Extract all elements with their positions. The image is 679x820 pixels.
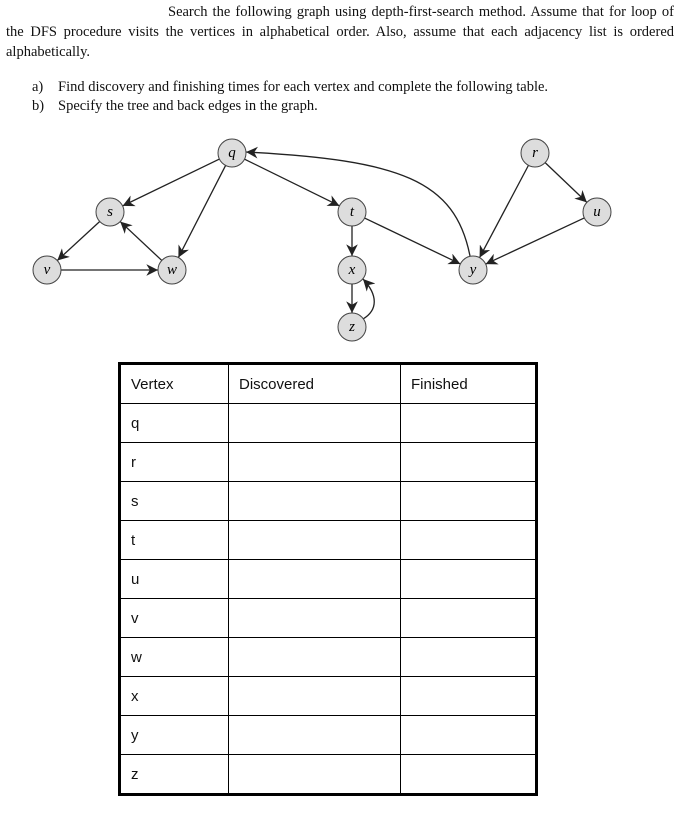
table-row (120, 560, 537, 599)
finished-cell[interactable] (401, 677, 537, 716)
intro-text: Search the following graph using depth-first-search method. Assume that for loop of the DFS procedure visits the vertices in alphabetical order. Also, assume that each adjacency list is ordered alphabetically. (6, 4, 674, 60)
vertex-cell: y (120, 716, 229, 755)
vertex-z (338, 313, 366, 341)
finished-cell[interactable] (401, 560, 537, 599)
header-vertex: Vertex (120, 364, 229, 404)
table-header (120, 364, 537, 404)
edge-q-t (245, 159, 340, 206)
table-row (120, 482, 537, 521)
finished-cell[interactable] (401, 716, 537, 755)
edge-r-y (480, 165, 529, 257)
vertex-label: v (43, 262, 51, 278)
header-finished: Finished (401, 364, 537, 404)
finished-cell[interactable] (401, 599, 537, 638)
table-row (120, 755, 537, 795)
edge-q-s (123, 159, 220, 206)
table-row (120, 599, 537, 638)
finished-cell[interactable] (401, 482, 537, 521)
finished-cell[interactable] (401, 755, 537, 795)
edge-r-u (545, 163, 587, 203)
vertex-cell: v (120, 599, 229, 638)
discovered-cell[interactable] (229, 560, 401, 599)
marker: a) (32, 79, 44, 95)
table-row (120, 443, 537, 482)
edge-s-v (57, 221, 99, 260)
edge-z-x (363, 279, 374, 319)
vertex-cell: x (120, 677, 229, 716)
table-row (120, 404, 537, 443)
table-row (120, 521, 537, 560)
vertex-q (218, 139, 246, 167)
discovered-cell[interactable] (229, 716, 401, 755)
discovered-cell[interactable] (229, 443, 401, 482)
discovered-cell[interactable] (229, 404, 401, 443)
vertex-cell: u (120, 560, 229, 599)
discovered-cell[interactable] (229, 677, 401, 716)
vertex-label: t (349, 204, 355, 220)
vertex-y (459, 256, 487, 284)
vertex-cell: z (120, 755, 229, 795)
dfs-table (118, 362, 538, 796)
question-text: Specify the tree and back edges in the graph. (58, 98, 318, 114)
vertex-cell: w (120, 638, 229, 677)
question-text: Find discovery and finishing times for each vertex and complete the following table. (58, 79, 549, 95)
vertex-cell: t (120, 521, 229, 560)
finished-cell[interactable] (401, 521, 537, 560)
discovered-cell[interactable] (229, 755, 401, 795)
vertex-cell: s (120, 482, 229, 521)
vertex-label: r (532, 145, 538, 161)
vertex-r (521, 139, 549, 167)
table-row (120, 677, 537, 716)
vertex-label: x (348, 262, 356, 278)
edge-q-w (178, 165, 225, 257)
vertex-label: u (593, 204, 601, 220)
vertex-v (33, 256, 61, 284)
discovered-cell[interactable] (229, 521, 401, 560)
edge-w-s (120, 222, 162, 261)
vertex-s (96, 198, 124, 226)
finished-cell[interactable] (401, 638, 537, 677)
vertex-cell: r (120, 443, 229, 482)
edge-t-y (365, 218, 461, 264)
vertex-label: y (469, 262, 477, 278)
discovered-cell[interactable] (229, 638, 401, 677)
discovered-cell[interactable] (229, 599, 401, 638)
vertex-label: z (349, 319, 355, 335)
vertex-label: s (107, 204, 113, 220)
table-row (120, 638, 537, 677)
edge-u-y (486, 218, 585, 264)
vertex-u (583, 198, 611, 226)
finished-cell[interactable] (401, 443, 537, 482)
vertex-x (338, 256, 366, 284)
table-row (120, 716, 537, 755)
vertex-label: q (228, 145, 236, 161)
header-discovered: Discovered (229, 364, 401, 404)
graph-diagram (0, 0, 679, 350)
vertex-t (338, 198, 366, 226)
discovered-cell[interactable] (229, 482, 401, 521)
marker: b) (32, 98, 45, 114)
vertex-cell: q (120, 404, 229, 443)
vertex-w (158, 256, 186, 284)
finished-cell[interactable] (401, 404, 537, 443)
vertex-label: w (166, 262, 178, 278)
